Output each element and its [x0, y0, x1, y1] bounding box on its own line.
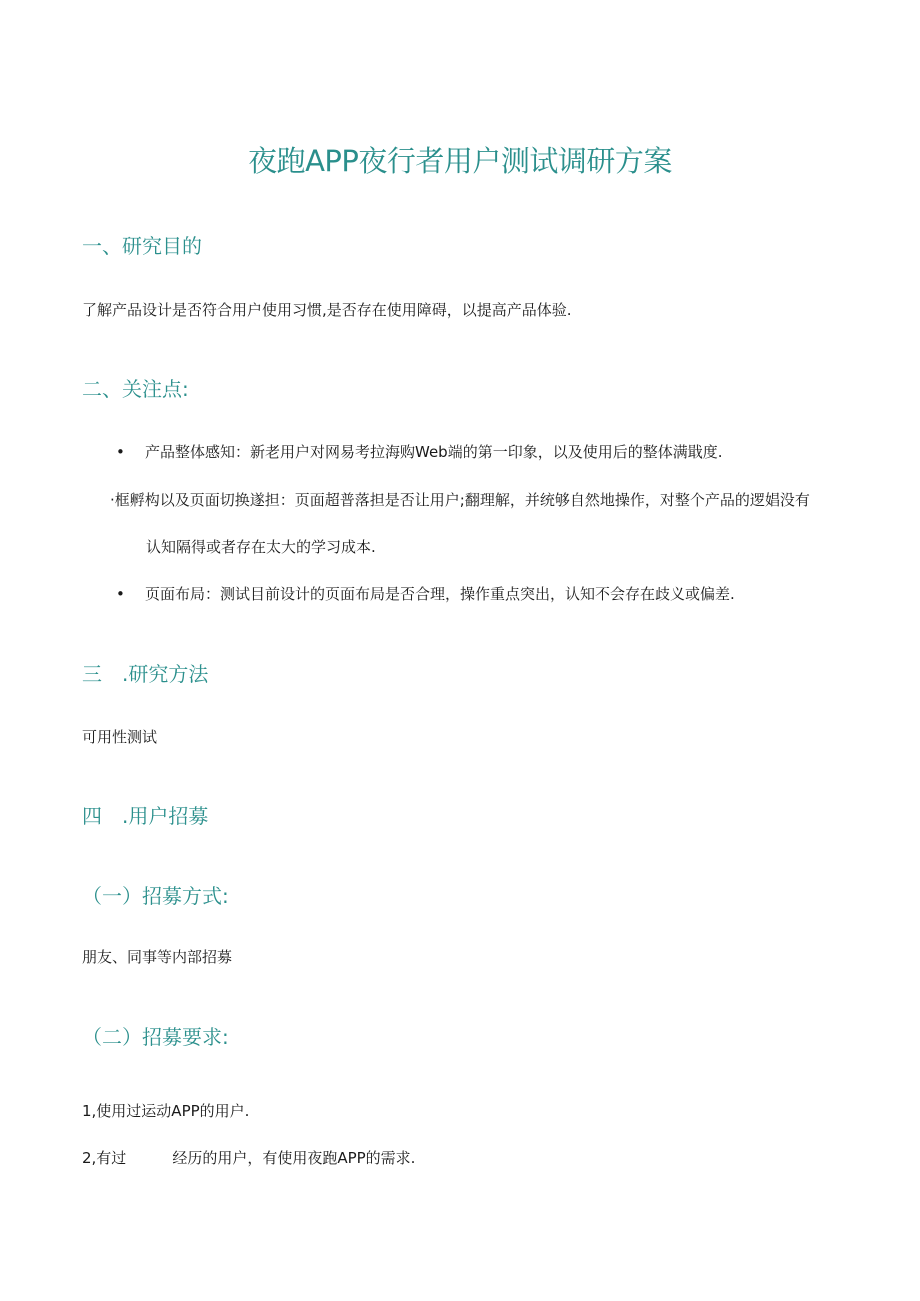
- focus-item-layout: 页面布局：测试目前设计的页面布局是否合理，操作重点突出，认知不会存在歧义或偏差.: [145, 585, 735, 603]
- section-heading-focus: 二、关注点:: [82, 377, 189, 401]
- bullet-icon: •: [116, 585, 125, 603]
- focus-item-architecture: ·框孵构以及页面切换遂担：页面超普落担是否让用户;翻理解，并统够自然地操作，对整个产品的逻娼没有: [110, 491, 810, 509]
- method-paragraph: 可用性测试: [82, 728, 158, 746]
- requirement-item-1: 1,使用过运动APP的用户.: [82, 1102, 250, 1120]
- section-heading-recruitment: 四 .用户招募: [82, 804, 209, 828]
- requirement-item-2: [82, 1147, 415, 1169]
- subsection-heading-recruit-requirements: （二）招募要求:: [82, 1025, 229, 1049]
- section-heading-method: 三 .研究方法: [82, 662, 209, 686]
- bullet-icon: •: [116, 443, 125, 461]
- purpose-paragraph: 了解产品设计是否符合用户使用习惯,是否存在使用障碍，以提高产品体验.: [82, 301, 572, 319]
- requirement-item-2-prefix: 2,有过: [82, 1149, 127, 1167]
- subsection-heading-recruit-method: （一）招募方式:: [82, 884, 229, 908]
- page-title: 夜跑APP夜行者用户测试调研方案: [248, 144, 672, 178]
- requirement-item-2-rest: 经历的用户，有使用夜跑APP的需求.: [172, 1149, 416, 1167]
- section-heading-purpose: 一、研究目的: [82, 234, 202, 258]
- recruit-method-paragraph: 朋友、同事等内部招募: [82, 948, 233, 966]
- focus-item-perception: 产品整体感知：新老用户对网易考拉海购Web端的第一印象，以及使用后的整体满戢度.: [145, 443, 723, 461]
- focus-item-architecture-continued: 认知隔得或者存在太大的学习成本.: [146, 538, 376, 556]
